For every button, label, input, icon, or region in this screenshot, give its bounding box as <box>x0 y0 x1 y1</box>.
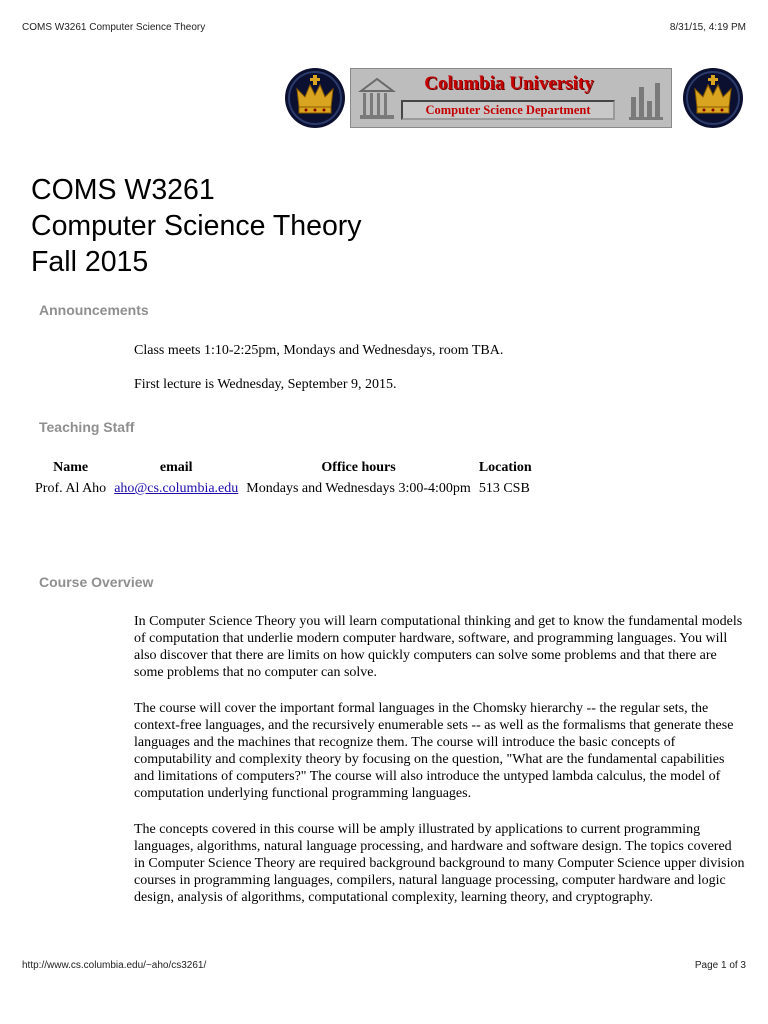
course-term: Fall 2015 <box>31 246 149 278</box>
announcement-item: Class meets 1:10-2:25pm, Mondays and Wednesdays, room TBA. <box>134 343 504 358</box>
column-header-office-hours: Office hours <box>321 460 396 475</box>
course-name: Computer Science Theory <box>31 210 362 242</box>
teaching-staff-table <box>31 458 536 500</box>
column-header-name: Name <box>53 460 89 475</box>
staff-office-hours: Mondays and Wednesdays 3:00-4:00pm <box>246 481 471 496</box>
banner-panel <box>350 68 672 128</box>
print-header <box>22 22 746 33</box>
columbia-crown-logo-right <box>682 67 744 129</box>
course-code: COMS W3261 <box>31 174 215 206</box>
print-timestamp: 8/31/15, 4:19 PM <box>669 22 746 33</box>
page-title <box>31 172 362 280</box>
print-page-title: COMS W3261 Computer Science Theory <box>22 22 206 33</box>
table-header-row <box>31 458 536 478</box>
banner-department-label: Computer Science Department <box>401 100 615 120</box>
teaching-staff-heading: Teaching Staff <box>39 419 135 435</box>
staff-name: Prof. Al Aho <box>35 481 107 496</box>
overview-paragraph: In Computer Science Theory you will learn computational thinking and get to know the fundamental models of computation that underlie modern computer hardware, software, and programming languages. You will also discover that there are limits on how quickly computers can solve some problems and that there are some problems that no computer can solve. <box>134 614 743 680</box>
column-header-email: email <box>159 460 193 475</box>
announcements-heading: Announcements <box>39 302 149 318</box>
overview-paragraph: The concepts covered in this course will be amply illustrated by applications to current programming languages, algorithms, natural language processing, and hardware and software design. The topics covered in Computer Science Theory are required background background to many Computer Science upper division courses in programming languages, compilers, natural language processing, computer hardware and logic design, analysis of algorithms, computational complexity, learning theory, and cryptography. <box>134 822 745 905</box>
skyline-icon <box>629 77 663 121</box>
print-footer <box>22 960 746 971</box>
table-row <box>31 478 536 500</box>
announcement-item: First lecture is Wednesday, September 9, 2015. <box>134 377 397 392</box>
staff-email-link[interactable]: aho@cs.columbia.edu <box>114 481 239 496</box>
staff-location: 513 CSB <box>478 481 530 496</box>
columbia-crown-logo-left <box>284 67 346 129</box>
overview-paragraph: The course will cover the important formal languages in the Chomsky hierarchy -- the regular sets, the context-free languages, and the recursively enumerable sets -- as well as the formalisms that generate these languages and the machines that recognize them. The course will introduce the basic concepts of computability and complexity theory by focusing on the question, "What are the fundamental capabilities and limitations of computers?" The course will also introduce the untyped lambda calculus, the model of computation underlying functional programming languages. <box>134 701 734 801</box>
banner-university-title: Columbia University <box>424 73 594 94</box>
building-icon <box>357 75 397 123</box>
column-header-location: Location <box>478 460 532 475</box>
print-url: http://www.cs.columbia.edu/~aho/cs3261/ <box>22 960 207 971</box>
department-banner <box>284 67 734 131</box>
print-page-number: Page 1 of 3 <box>694 960 746 971</box>
course-overview-heading: Course Overview <box>39 574 154 590</box>
